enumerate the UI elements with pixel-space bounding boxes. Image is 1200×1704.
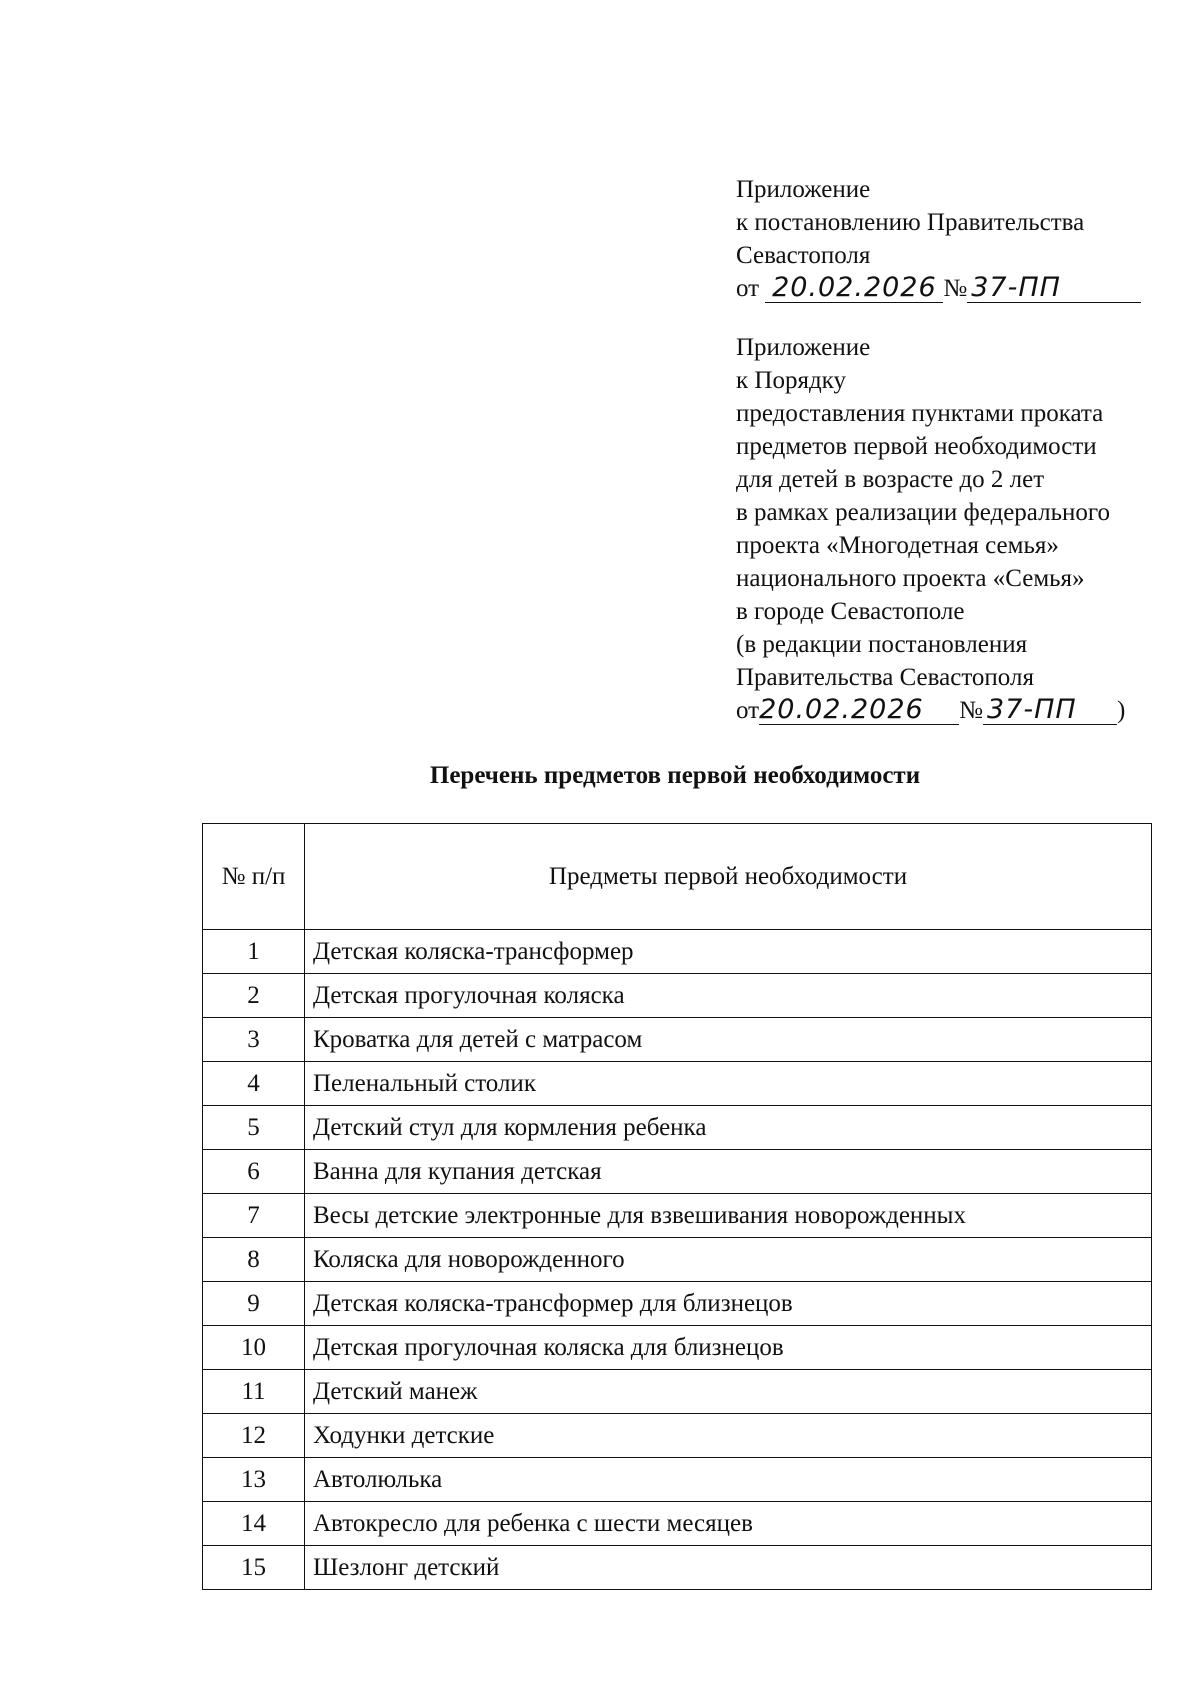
table-row bbox=[203, 1546, 1152, 1590]
row-number: 5 bbox=[203, 1106, 305, 1150]
appendix-city-line: Севастополя bbox=[736, 242, 871, 269]
appendix2-line: проекта «Многодетная семья» bbox=[736, 532, 1059, 559]
row-number: 10 bbox=[203, 1326, 305, 1370]
appendix2-line: предоставления пунктами проката bbox=[736, 400, 1104, 427]
closing-parenthesis: ) bbox=[1116, 697, 1126, 724]
row-item: Детская коляска-трансформер для близнецов bbox=[305, 1282, 1152, 1326]
appendix2-line: национального проекта «Семья» bbox=[736, 565, 1085, 592]
header-number: № п/п bbox=[203, 824, 305, 930]
row-item: Коляска для новорожденного bbox=[305, 1238, 1152, 1282]
appendix2-line: к Порядку bbox=[736, 367, 846, 394]
appendix2-line: в городе Севастополе bbox=[736, 598, 965, 625]
row-number: 1 bbox=[203, 930, 305, 974]
appendix-label: Приложение bbox=[736, 176, 871, 203]
table-row bbox=[203, 974, 1152, 1018]
number-sign: № bbox=[943, 275, 968, 302]
number-sign: № bbox=[959, 697, 983, 724]
handwritten-date: 20.02.2026 bbox=[759, 696, 959, 725]
row-number: 13 bbox=[203, 1458, 305, 1502]
table-row bbox=[203, 1150, 1152, 1194]
appendix-resolution-line: к постановлению Правительства bbox=[736, 209, 1085, 236]
appendix-date-line bbox=[736, 272, 1141, 305]
handwritten-number: 37-ПП bbox=[967, 274, 1141, 303]
document-title: Перечень предметов первой необходимости bbox=[429, 762, 921, 789]
row-item: Детская коляска-трансформер bbox=[305, 930, 1152, 974]
appendix-header-2 bbox=[736, 331, 1125, 727]
row-item: Детский манеж bbox=[305, 1370, 1152, 1414]
table-row bbox=[203, 1018, 1152, 1062]
row-number: 14 bbox=[203, 1502, 305, 1546]
row-item: Шезлонг детский bbox=[305, 1546, 1152, 1590]
row-item: Автокресло для ребенка с шести месяцев bbox=[305, 1502, 1152, 1546]
appendix2-date-line bbox=[736, 694, 1125, 727]
table-row bbox=[203, 1370, 1152, 1414]
row-number: 4 bbox=[203, 1062, 305, 1106]
row-item: Детская прогулочная коляска bbox=[305, 974, 1152, 1018]
row-item: Весы детские электронные для взвешивания новорожденных bbox=[305, 1194, 1152, 1238]
row-number: 8 bbox=[203, 1238, 305, 1282]
row-item: Детская прогулочная коляска для близнецов bbox=[305, 1326, 1152, 1370]
header-items: Предметы первой необходимости bbox=[305, 824, 1152, 930]
table-row bbox=[203, 1414, 1152, 1458]
row-item: Кроватка для детей с матрасом bbox=[305, 1018, 1152, 1062]
table-row bbox=[203, 1282, 1152, 1326]
from-prefix: от bbox=[736, 697, 760, 724]
row-item: Пеленальный столик bbox=[305, 1062, 1152, 1106]
handwritten-number: 37-ПП bbox=[983, 696, 1117, 725]
row-item: Ходунки детские bbox=[305, 1414, 1152, 1458]
appendix2-line: предметов первой необходимости bbox=[736, 433, 1097, 460]
table-body bbox=[203, 930, 1152, 1590]
table-row bbox=[203, 1062, 1152, 1106]
row-number: 15 bbox=[203, 1546, 305, 1590]
row-number: 3 bbox=[203, 1018, 305, 1062]
items-table bbox=[202, 823, 1152, 1590]
table-row bbox=[203, 1458, 1152, 1502]
row-item: Ванна для купания детская bbox=[305, 1150, 1152, 1194]
table-header-row bbox=[203, 824, 1152, 930]
table-row bbox=[203, 1194, 1152, 1238]
row-number: 12 bbox=[203, 1414, 305, 1458]
appendix2-line: в рамках реализации федерального bbox=[736, 499, 1110, 526]
row-number: 9 bbox=[203, 1282, 305, 1326]
row-number: 2 bbox=[203, 974, 305, 1018]
from-prefix: от bbox=[736, 275, 760, 302]
appendix2-line: Правительства Севастополя bbox=[736, 664, 1034, 691]
table-row bbox=[203, 1326, 1152, 1370]
row-number: 7 bbox=[203, 1194, 305, 1238]
appendix2-line: для детей в возрасте до 2 лет bbox=[736, 466, 1045, 493]
appendix2-line: (в редакции постановления bbox=[736, 631, 1028, 658]
appendix2-line: Приложение bbox=[736, 334, 871, 361]
row-item: Детский стул для кормления ребенка bbox=[305, 1106, 1152, 1150]
table-row bbox=[203, 1106, 1152, 1150]
row-number: 6 bbox=[203, 1150, 305, 1194]
table-row bbox=[203, 1502, 1152, 1546]
row-number: 11 bbox=[203, 1370, 305, 1414]
table-row bbox=[203, 930, 1152, 974]
table-row bbox=[203, 1238, 1152, 1282]
row-item: Автолюлька bbox=[305, 1458, 1152, 1502]
handwritten-date: 20.02.2026 bbox=[765, 274, 943, 303]
appendix-header-1 bbox=[736, 173, 1141, 305]
